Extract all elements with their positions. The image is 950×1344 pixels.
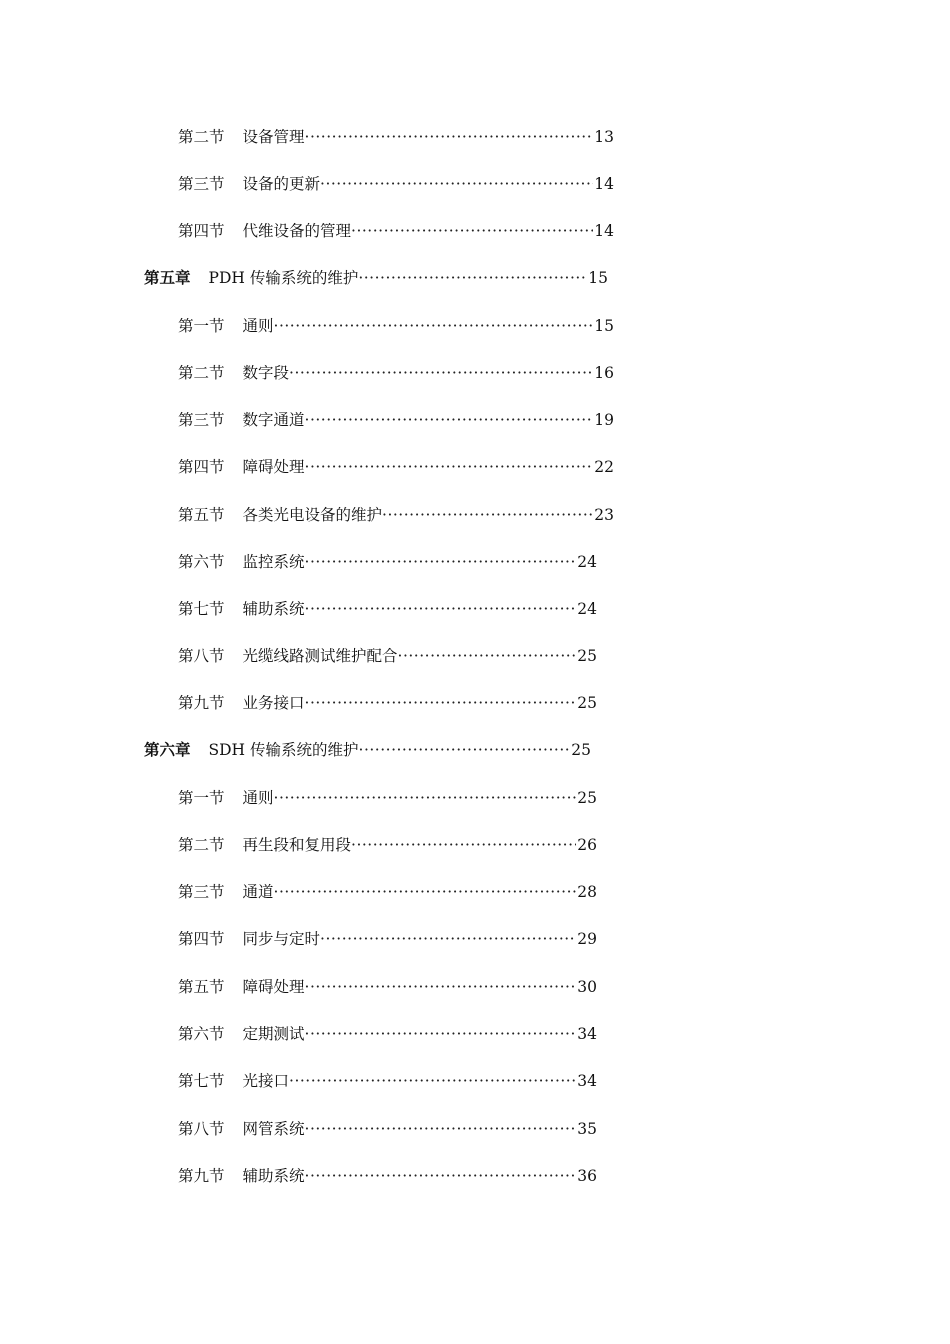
- toc-entry-title: 监控系统: [242, 553, 305, 571]
- toc-entry-number: 第二节: [178, 364, 225, 382]
- toc-entry-title: 数字段: [242, 364, 290, 382]
- toc-entry-title: 障碍处理: [242, 458, 305, 476]
- toc-entry-number: 第五节: [178, 506, 225, 524]
- toc-entry-page: 30: [577, 978, 597, 996]
- toc-entry-title: 光缆线路测试维护配合: [242, 647, 398, 665]
- toc-entry-page: 24: [577, 553, 597, 571]
- dot-leader: [351, 835, 576, 855]
- toc-entry-title: 通则: [242, 789, 274, 807]
- dot-leader: [305, 1166, 577, 1186]
- toc-entry[interactable]: [178, 646, 597, 666]
- toc-entry-title: 辅助系统: [242, 600, 305, 618]
- toc-entry[interactable]: [178, 882, 597, 902]
- toc-entry-title: 通道: [242, 883, 274, 901]
- dot-leader: [351, 221, 593, 241]
- toc-entry-title: 设备管理: [242, 128, 305, 146]
- toc-entry[interactable]: [178, 788, 597, 808]
- toc-entry[interactable]: [178, 127, 614, 147]
- toc-entry-title: 业务接口: [242, 694, 305, 712]
- dot-leader: [320, 929, 576, 949]
- toc-entry[interactable]: [178, 1071, 597, 1091]
- toc-entry-number: 第七节: [178, 600, 225, 618]
- toc-entry-title: 各类光电设备的维护: [242, 506, 383, 524]
- toc-entry-title: 设备的更新: [242, 175, 321, 193]
- toc-entry-number: 第七节: [178, 1072, 225, 1090]
- dot-leader: [289, 1071, 576, 1091]
- toc-entry[interactable]: [178, 835, 597, 855]
- toc-entry[interactable]: [178, 1024, 597, 1044]
- toc-entry-page: 29: [577, 930, 597, 948]
- toc-entry-page: 16: [594, 364, 614, 382]
- toc-entry-number: 第三节: [178, 411, 225, 429]
- toc-entry-number: 第六节: [178, 553, 225, 571]
- toc-entry[interactable]: [178, 552, 597, 572]
- toc-entry[interactable]: [178, 977, 597, 997]
- toc-entry-number: 第二节: [178, 128, 225, 146]
- dot-leader: [274, 882, 577, 902]
- toc-entry[interactable]: [178, 505, 614, 525]
- toc-entry-title: 光接口: [242, 1072, 290, 1090]
- dot-leader: [358, 268, 587, 288]
- dot-leader: [320, 174, 593, 194]
- dot-leader: [305, 693, 577, 713]
- toc-entry[interactable]: [178, 221, 614, 241]
- dot-leader: [398, 646, 577, 666]
- toc-entry-title: 网管系统: [242, 1120, 305, 1138]
- toc-entry-page: 14: [594, 175, 614, 193]
- toc-entry-page: 26: [577, 836, 597, 854]
- toc-entry-page: 25: [577, 789, 597, 807]
- toc-entry[interactable]: [178, 693, 597, 713]
- toc-entry-page: 14: [594, 222, 614, 240]
- dot-leader: [359, 740, 571, 760]
- toc-entry-number: 第二节: [178, 836, 225, 854]
- toc-entry[interactable]: [178, 1119, 597, 1139]
- toc-entry-page: 23: [594, 506, 614, 524]
- toc-entry-page: 28: [577, 883, 597, 901]
- dot-leader: [305, 457, 594, 477]
- toc-entry-title: 辅助系统: [242, 1167, 305, 1185]
- toc-entry-page: 22: [594, 458, 614, 476]
- toc-entry-number: 第八节: [178, 647, 225, 665]
- dot-leader: [274, 788, 577, 808]
- toc-entry-number: 第九节: [178, 1167, 225, 1185]
- toc-entry-page: 34: [577, 1072, 597, 1090]
- toc-entry-title: 数字通道: [242, 411, 305, 429]
- toc-entry[interactable]: [178, 410, 614, 430]
- toc-entry-page: 34: [577, 1025, 597, 1043]
- dot-leader: [305, 599, 577, 619]
- toc-entry-page: 15: [594, 317, 614, 335]
- toc-entry-page: 24: [577, 600, 597, 618]
- dot-leader: [305, 410, 594, 430]
- toc-chapter-title: PDH 传输系统的维护: [208, 269, 359, 287]
- toc-entry[interactable]: [178, 316, 614, 336]
- toc-chapter-entry[interactable]: [144, 268, 608, 288]
- toc-entry-title: 代维设备的管理: [242, 222, 352, 240]
- toc-entry-number: 第三节: [178, 175, 225, 193]
- toc-entry-number: 第四节: [178, 930, 225, 948]
- toc-entry-page: 35: [577, 1120, 597, 1138]
- toc-entry-number: 第六节: [178, 1025, 225, 1043]
- toc-entry[interactable]: [178, 457, 614, 477]
- dot-leader: [382, 505, 593, 525]
- toc-chapter-number: 第六章: [144, 740, 191, 759]
- toc-entry-title: 同步与定时: [242, 930, 321, 948]
- dot-leader: [305, 977, 577, 997]
- toc-entry-title: 定期测试: [242, 1025, 305, 1043]
- toc-chapter-number: 第五章: [144, 268, 191, 287]
- dot-leader: [274, 316, 594, 336]
- toc-entry[interactable]: [178, 363, 614, 383]
- toc-entry-number: 第一节: [178, 317, 225, 335]
- toc-entry-page: 36: [577, 1167, 597, 1185]
- toc-entry-number: 第九节: [178, 694, 225, 712]
- toc-entry[interactable]: [178, 1166, 597, 1186]
- dot-leader: [305, 1024, 577, 1044]
- toc-entry-number: 第八节: [178, 1120, 225, 1138]
- toc-entry-number: 第三节: [178, 883, 225, 901]
- toc-entry-number: 第五节: [178, 978, 225, 996]
- dot-leader: [305, 552, 577, 572]
- toc-chapter-entry[interactable]: [144, 740, 591, 760]
- dot-leader: [305, 1119, 577, 1139]
- toc-entry-page: 19: [594, 411, 614, 429]
- dot-leader: [305, 127, 594, 147]
- toc-entry-number: 第四节: [178, 222, 225, 240]
- toc-entry[interactable]: [178, 599, 597, 619]
- toc-entry-page: 13: [594, 128, 614, 146]
- toc-entry-number: 第四节: [178, 458, 225, 476]
- toc-entry-page: 25: [577, 647, 597, 665]
- toc-chapter-title: SDH 传输系统的维护: [208, 741, 359, 759]
- toc-entry-page: 25: [577, 694, 597, 712]
- toc-entry-title: 再生段和复用段: [242, 836, 352, 854]
- toc-entry-page: 15: [588, 269, 608, 287]
- toc-entry-title: 障碍处理: [242, 978, 305, 996]
- toc-entry-page: 25: [571, 741, 591, 759]
- toc-entry[interactable]: [178, 929, 597, 949]
- dot-leader: [289, 363, 593, 383]
- toc-entry-title: 通则: [242, 317, 274, 335]
- toc-entry[interactable]: [178, 174, 614, 194]
- toc-entry-number: 第一节: [178, 789, 225, 807]
